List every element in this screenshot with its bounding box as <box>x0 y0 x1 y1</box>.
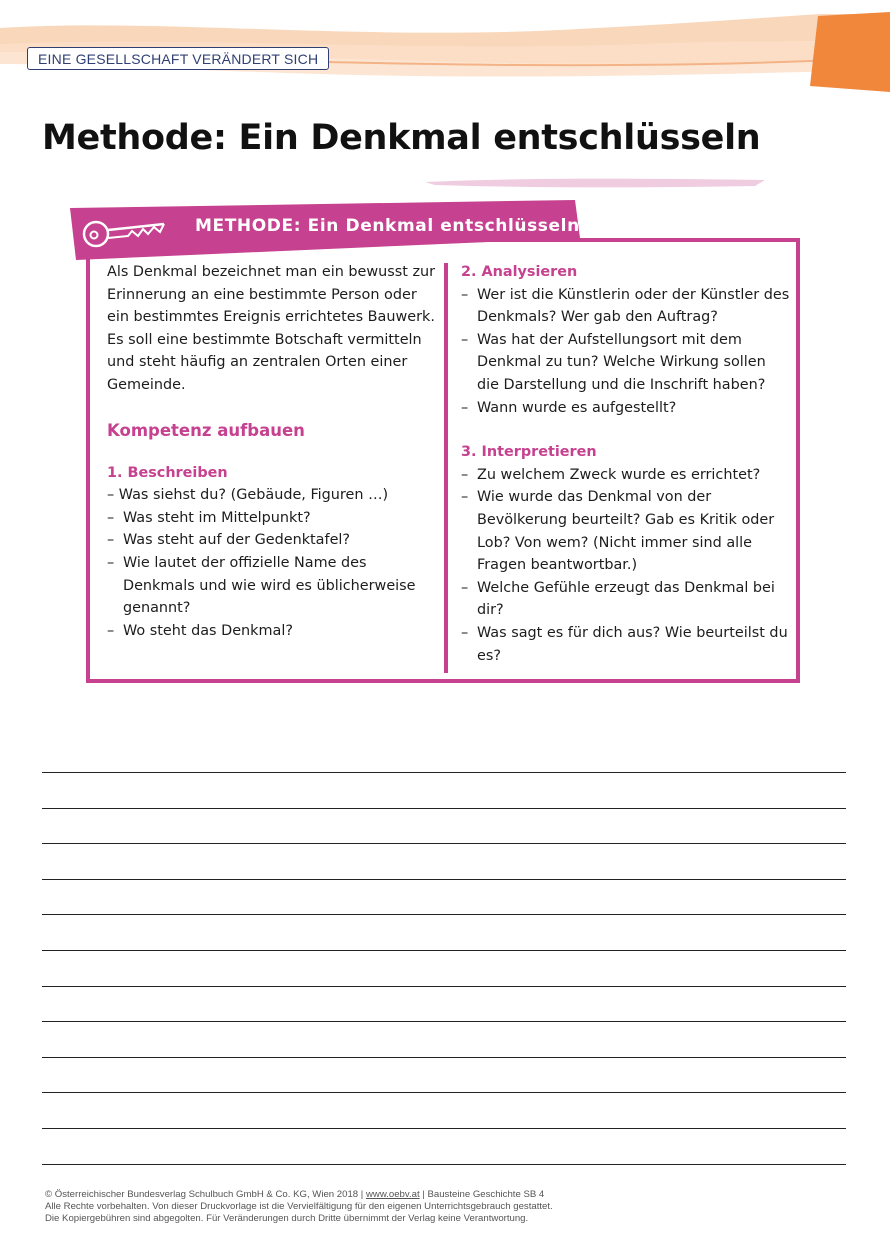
writing-line[interactable] <box>42 808 846 809</box>
writing-line[interactable] <box>42 1057 846 1058</box>
list-item: – Welche Gefühle erzeugt das Denkmal bei dir? <box>461 577 791 622</box>
footer <box>45 1189 553 1225</box>
list-item: – Wie wurde das Denkmal von der Bevölkerung beurteilt? Gab es Kritik oder Lob? Von wem? (Nicht immer sind alle Fragen beantwortbar.) <box>461 486 791 576</box>
writing-line[interactable] <box>42 1092 846 1093</box>
method-banner-title: METHODE: Ein Denkmal entschlüsseln <box>195 216 580 236</box>
footer-line-1: © Österreichischer Bundesverlag Schulbuch GmbH & Co. KG, Wien 2018 | www.oebv.at | Bausteine Geschichte SB 4 <box>45 1189 545 1200</box>
publisher-link[interactable]: www.oebv.at <box>365 1189 420 1200</box>
writing-line[interactable] <box>42 843 846 844</box>
pink-swoosh-decoration <box>425 176 765 190</box>
writing-line[interactable] <box>42 950 846 951</box>
writing-line[interactable] <box>42 1021 846 1022</box>
writing-line[interactable] <box>42 1128 846 1129</box>
left-column <box>107 261 437 642</box>
step-heading-analyse: 2. Analysieren <box>461 264 578 280</box>
list-item: – Wo steht das Denkmal? <box>107 620 437 643</box>
right-column <box>461 261 791 667</box>
list-item: – Was hat der Aufstellungsort mit dem Denkmal zu tun? Welche Wirkung sollen die Darstellung und die Inschrift haben? <box>461 329 791 397</box>
intro-text: Als Denkmal bezeichnet man ein bewusst zur Erinnerung an eine bestimmte Person oder ein bestimmtes Ereignis errichtetes Bauwerk. Es soll eine bestimmte Botschaft vermitteln und steht häufig an zentralen Orten einer Gemeinde. <box>107 264 436 393</box>
writing-line[interactable] <box>42 914 846 915</box>
list-item: – Was steht auf der Gedenktafel? <box>107 529 437 552</box>
writing-line[interactable] <box>42 986 846 987</box>
section-tag: EINE GESELLSCHAFT VERÄNDERT SICH <box>27 47 329 70</box>
step-heading-interpret: 3. Interpretieren <box>461 444 597 461</box>
describe-list <box>107 484 437 642</box>
writing-line[interactable] <box>42 879 846 880</box>
list-item: – Wer ist die Künstlerin oder der Künstler des Denkmals? Wer gab den Auftrag? <box>461 284 791 329</box>
writing-line[interactable] <box>42 1164 846 1165</box>
step-heading-describe: 1. Beschreiben <box>107 464 228 481</box>
footer-line-2: Alle Rechte vorbehalten. Von dieser Druckvorlage ist die Vervielfältigung für den eigenen Unterrichtsgebrauch gestattet. <box>45 1201 553 1212</box>
page-title: Methode: Ein Denkmal entschlüsseln <box>42 118 761 158</box>
list-item: – Zu welchem Zweck wurde es errichtet? <box>461 464 791 487</box>
list-item: – Wann wurde es aufgestellt? <box>461 397 791 420</box>
list-item: – Wie lautet der offizielle Name des Denkmals und wie wird es üblicherweise genannt? <box>107 552 437 620</box>
writing-line[interactable] <box>42 772 846 773</box>
interpret-list <box>461 464 791 667</box>
key-icon <box>76 210 168 254</box>
list-item: – Was sagt es für dich aus? Wie beurteilst du es? <box>461 622 791 667</box>
list-item: – Was steht im Mittelpunkt? <box>107 507 437 530</box>
list-item: – Was siehst du? (Gebäude, Figuren …) <box>107 487 389 504</box>
footer-line-3: Die Kopiergebühren sind abgegolten. Für Veränderungen durch Dritte übernimmt der Verlag keine Verantwortung. <box>45 1213 529 1224</box>
column-divider <box>444 263 448 673</box>
competence-heading: Kompetenz aufbauen <box>107 420 305 440</box>
analyse-list <box>461 284 791 420</box>
